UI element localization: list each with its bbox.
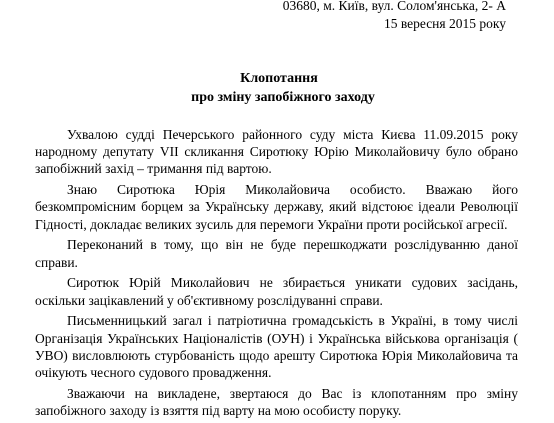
paragraph-court-attendance: Сиротюк Юрій Миколайович не збирається уникати судових засідань, оскільки зацікавлений у об'єктивному розслідуванні справи.: [35, 275, 518, 308]
paragraph-no-obstruction: Переконаний в тому, що він не буде перешкоджати розслідуванню даної справи.: [35, 237, 518, 270]
paragraph-court-ruling: Ухвалою судді Печерського районного суду міста Києва 11.09.2015 року народному депутату VII скликання Сиротюку Юрію Миколайовичу було обрано запобіжний захід – тримання під вартою.: [35, 127, 518, 177]
paragraph-request: Зважаючи на викладене, звертаюся до Вас із клопотанням про зміну запобіжного заходу із взяття під варту на мою особисту поруку.: [35, 385, 518, 419]
document-body: [35, 126, 518, 423]
document-title: Клопотання: [240, 71, 318, 86]
sender-address: 03680, м. Київ, вул. Солом'янська, 2- А: [282, 0, 506, 13]
paragraph-personal-reference: Знаю Сиротюка Юрія Миколайовича особисто. Вважаю його безкомпромісним борцем за Українську державу, який відстоює ідеали Революції Гідності, докладає великих зусиль для перемоги України проти російської агресії.: [35, 182, 518, 232]
document-date: 15 вересня 2015 року: [383, 16, 506, 31]
document-subtitle: про зміну запобіжного заходу: [191, 90, 375, 105]
paragraph-public-concern: Письменницький загал і патріотична громадськість в Україні, в тому числі Організація Українських Націоналістів (ОУН) і Українська військова організація ( УВО) висловлюють стурбованість щодо арешту Сиротюка Юрія Миколайовича та очікують чесного судового провадження.: [35, 313, 518, 381]
